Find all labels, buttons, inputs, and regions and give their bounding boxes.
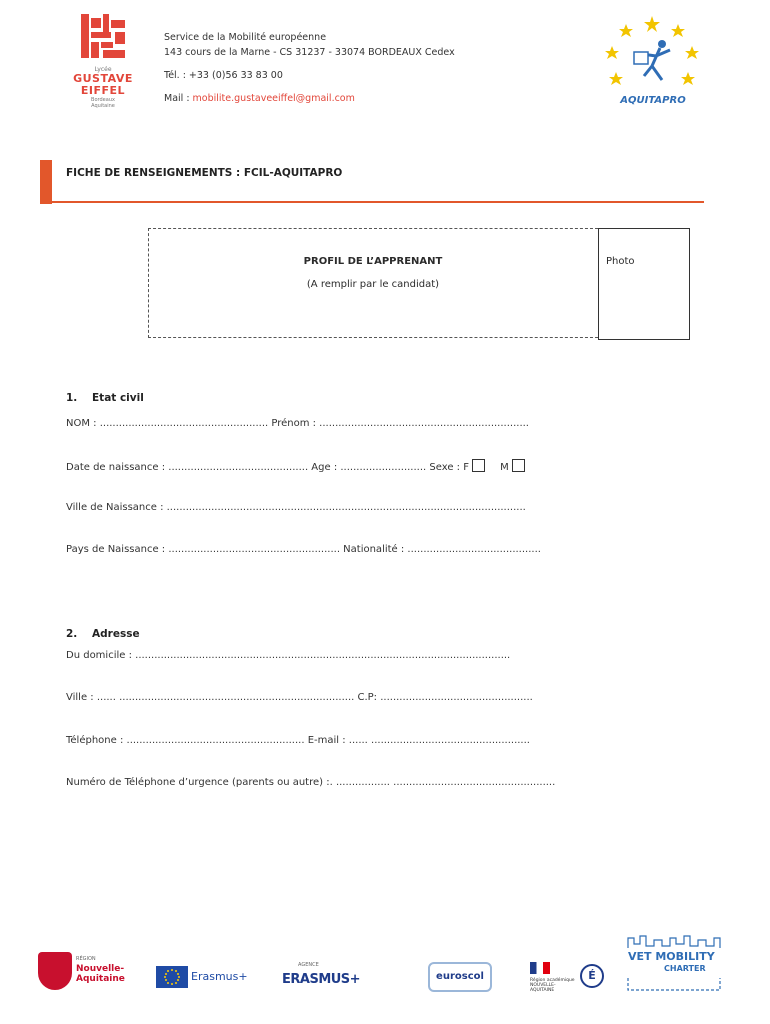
checkbox-sexe-f[interactable] (472, 459, 485, 472)
lycee-city-1: Bordeaux (91, 97, 115, 103)
profile-title: PROFIL DE L’APPRENANT (303, 256, 443, 267)
field-telephone-urgence[interactable]: Numéro de Téléphone d’urgence (parents ou autre) :. ................. ................................................... (66, 777, 556, 788)
photo-label: Photo (606, 256, 635, 267)
profile-subtitle: (A remplir par le candidat) (306, 279, 440, 290)
lycee-logo-mark (77, 14, 129, 58)
title-accent-bar (40, 160, 52, 204)
nouvelle-aquitaine-logo (38, 948, 134, 996)
euroscol-logo (428, 962, 492, 992)
aquitapro-logo (600, 14, 704, 110)
lycee-gustave-eiffel-logo (72, 14, 134, 116)
region-small-label: RÉGION (76, 956, 96, 962)
erasmus-plus-logo (156, 966, 260, 988)
lycee-label: Lycée (94, 66, 112, 73)
section-title: Etat civil (92, 392, 144, 404)
eu-flag-icon (156, 966, 188, 988)
lycee-name-2: EIFFEL (80, 84, 126, 97)
field-pays-nationalite[interactable]: Pays de Naissance : ...................................................... Nationalité : .......................................... (66, 544, 541, 555)
aquitapro-star-ring-icon (600, 14, 704, 100)
section-number: 2. (66, 628, 78, 640)
ministry-label: Région académique NOUVELLE-AQUITAINE (530, 978, 575, 993)
vet-mobility-charter-logo (624, 934, 724, 994)
field-ville-naissance[interactable]: Ville de Naissance : ................................................................................................................. (66, 502, 526, 513)
region-name-1: Nouvelle- (76, 964, 125, 974)
service-name: Service de la Mobilité européenne (164, 32, 327, 43)
field-date-age-sexe[interactable]: Date de naissance : ............................................ Age : ........................... Sexe : F (66, 462, 469, 473)
french-flag-icon (530, 962, 550, 974)
section-adresse-heading (66, 628, 140, 640)
lycee-city-2: Aquitaine (91, 103, 115, 109)
region-shield-icon (38, 952, 72, 990)
field-telephone-email[interactable]: Téléphone : ........................................................ E-mail : ...... .................................................. (66, 735, 530, 746)
address-block (164, 30, 455, 106)
charter-wordmark: CHARTER (664, 964, 706, 973)
lycee-name-1: GUSTAVE (73, 72, 133, 85)
title-underline (52, 201, 704, 203)
field-nom-prenom[interactable]: NOM : ..................................................... Prénom : .................................................................. (66, 418, 529, 429)
aquitapro-wordmark: AQUITAPRO (620, 95, 686, 106)
mail-label: Mail : (164, 93, 193, 104)
photo-box[interactable] (598, 228, 690, 340)
field-domicile[interactable]: Du domicile : ...................................................................................................................... (66, 650, 511, 661)
section-title: Adresse (92, 628, 140, 640)
erasmus-wordmark: Erasmus+ (191, 970, 248, 983)
page-title: FICHE DE RENSEIGNEMENTS : FCIL-AQUITAPRO (66, 167, 343, 179)
agence-erasmus-wordmark: ERASMUS+ (282, 972, 361, 987)
ministry-e-icon: É (580, 964, 604, 988)
region-name-2: Aquitaine (76, 974, 125, 984)
field-ville-cp[interactable]: Ville : ...... .......................................................................... C.P: ................................................ (66, 692, 533, 703)
field-naissance-row (66, 459, 525, 473)
checkbox-sexe-m[interactable] (512, 459, 525, 472)
section-etat-civil-heading (66, 392, 144, 404)
postal-address: 143 cours de la Marne - CS 31237 - 33074 BORDEAUX Cedex (164, 47, 455, 58)
euroscol-wordmark: euroscol (436, 971, 484, 982)
phone-number: Tél. : +33 (0)56 33 83 00 (164, 70, 283, 81)
mail-line (164, 91, 455, 106)
agence-label: AGENCE (298, 962, 319, 968)
sexe-m-label: M (500, 462, 509, 473)
mail-link[interactable]: mobilite.gustaveeiffel@gmail.com (192, 93, 355, 104)
region-academique-logo (530, 962, 602, 994)
section-number: 1. (66, 392, 78, 404)
vet-wordmark: VET MOBILITY (628, 950, 715, 963)
agence-erasmus-logo (278, 960, 378, 996)
